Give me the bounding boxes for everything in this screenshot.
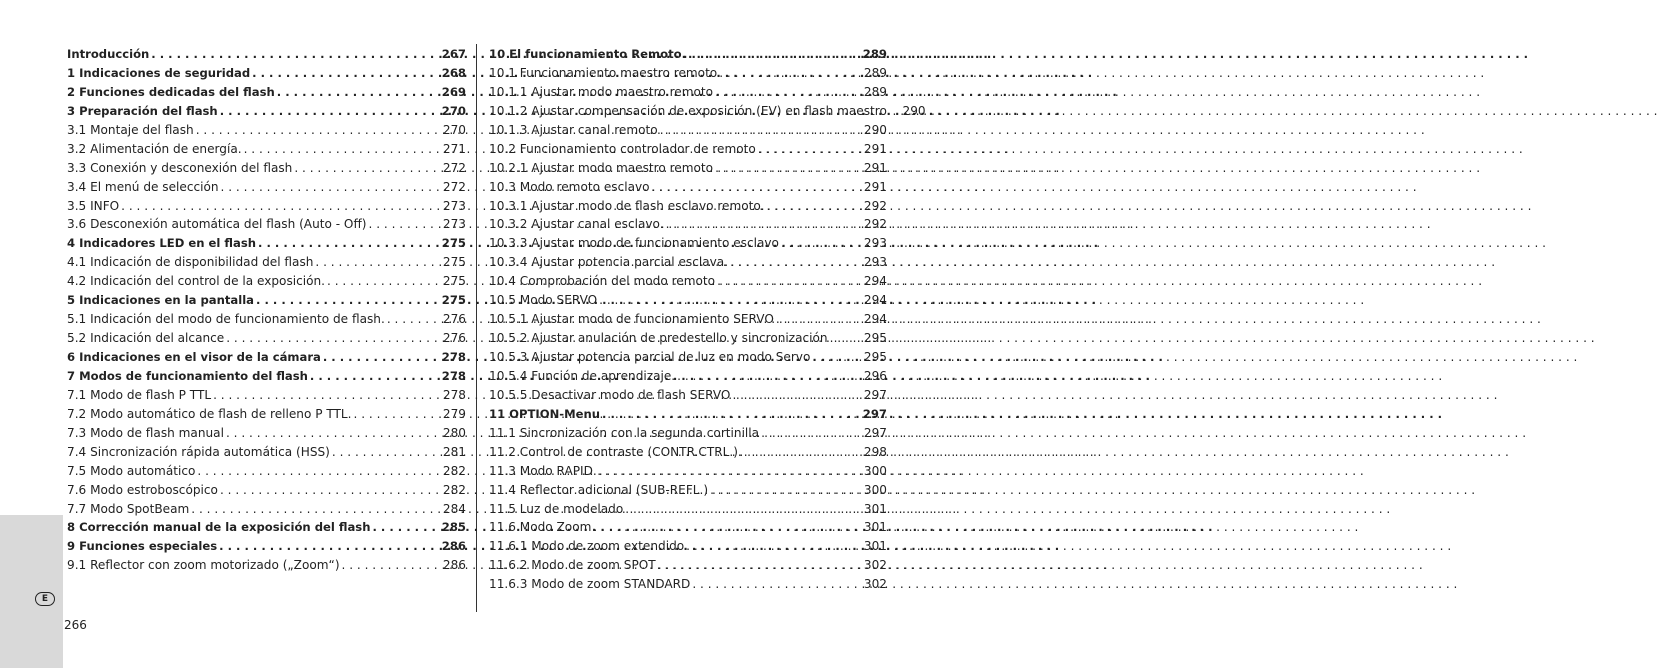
dot-leader <box>658 558 862 572</box>
toc-entry-page: 275 <box>441 236 466 251</box>
toc-entry[interactable] <box>67 312 466 331</box>
toc-entry-page: 285 <box>441 520 466 535</box>
toc-entry-page: 291 <box>863 160 887 175</box>
toc-entry-label: 3.2 Alimentación de energía. <box>67 141 242 156</box>
dot-leader <box>715 161 862 175</box>
dot-leader <box>686 539 862 553</box>
toc-entry-label: 5.1 Indicación del modo de funcionamiento de flash. <box>67 312 385 327</box>
toc-entry-label: 7.6 Modo estroboscópico <box>67 482 218 497</box>
toc-entry[interactable] <box>489 520 887 539</box>
toc-entry[interactable] <box>489 274 887 293</box>
toc-entry-page: 289 <box>862 47 887 61</box>
toc-entry-page: 273 <box>442 198 466 213</box>
dot-leader <box>602 407 861 421</box>
toc-entry[interactable] <box>67 85 466 104</box>
toc-entry-page: 276 <box>442 312 466 327</box>
toc-entry-page: 296 <box>863 368 887 383</box>
toc-entry-label: 4.2 Indicación del control de la exposición. <box>67 274 326 289</box>
dot-leader <box>369 217 441 231</box>
toc-entry-label: 3.3 Conexión y desconexión del flash <box>67 160 293 175</box>
toc-entry[interactable] <box>67 123 466 142</box>
toc-entry[interactable] <box>489 558 887 577</box>
toc-entry-page: 284 <box>442 501 466 516</box>
toc-entry[interactable] <box>67 464 466 483</box>
toc-entry-page: 294 <box>863 312 887 327</box>
toc-entry[interactable] <box>67 199 466 218</box>
toc-entry[interactable] <box>67 104 466 123</box>
dot-leader <box>710 483 862 497</box>
toc-entry[interactable] <box>489 445 887 464</box>
toc-entry-label: 11.6.2 Modo de zoom SPOT <box>489 558 656 573</box>
dot-leader <box>342 558 441 572</box>
toc-entry-label: 11.6.1 Modo de zoom extendido <box>489 539 685 554</box>
toc-entry-page: 272 <box>442 179 466 194</box>
toc-entry-label: 3.4 El menú de selección <box>67 179 219 194</box>
toc-entry[interactable] <box>489 47 887 66</box>
toc-entry-page: 278 <box>441 368 466 383</box>
dot-leader <box>277 85 440 99</box>
toc-entry-page: 275 <box>442 255 466 270</box>
dot-leader <box>354 407 441 421</box>
toc-entry-page: 275 <box>441 293 466 308</box>
toc-entry-page: 282 <box>442 482 466 497</box>
toc-entry-label: 10.5.1 Ajustar modo de funcionamiento SERVO <box>489 312 774 327</box>
dot-leader <box>688 47 861 61</box>
toc-entry[interactable] <box>67 483 466 502</box>
dot-leader <box>761 426 862 440</box>
dot-leader <box>677 369 862 383</box>
toc-entry[interactable] <box>67 217 466 236</box>
dot-leader <box>652 180 862 194</box>
dot-leader <box>151 47 440 61</box>
toc-entry-label: 11.4 Reflector adicional (SUB-REFL.) <box>489 482 709 497</box>
dot-leader <box>327 274 441 288</box>
dot-leader <box>730 255 862 269</box>
toc-entry-page: 271 <box>442 141 466 156</box>
toc-entry-label: 10.3.4 Ajustar potencia parcial esclava. <box>489 255 729 270</box>
toc-entry[interactable] <box>67 539 466 558</box>
toc-entry-label: 10.1.3 Ajustar canal remoto <box>489 122 658 137</box>
toc-entry-label: 7 Modos de funcionamiento del flash <box>67 368 308 383</box>
language-badge: E <box>35 592 55 606</box>
toc-entry[interactable] <box>489 331 887 350</box>
toc-entry-page: 276 <box>442 331 466 346</box>
toc-entry-label: 10.3 Modo remoto esclavo <box>489 179 650 194</box>
dot-leader <box>599 293 862 307</box>
dot-leader <box>244 142 441 156</box>
toc-entry-label: 6 Indicaciones en el visor de la cámara <box>67 350 321 364</box>
toc-entry-page: 289 <box>863 65 887 80</box>
toc-entry-label: 9 Funciones especiales <box>67 539 218 554</box>
toc-entry-page: 272 <box>442 160 466 175</box>
toc-entry-label: 11.2 Control de contraste (CONTR.CTRL.). <box>489 444 742 459</box>
toc-entry[interactable] <box>489 577 887 596</box>
toc-entry[interactable] <box>67 47 466 66</box>
dot-leader <box>315 255 441 269</box>
toc-entry[interactable] <box>67 369 466 388</box>
toc-entry[interactable] <box>67 558 466 577</box>
page-number: 266 <box>64 618 87 632</box>
dot-leader <box>213 388 441 402</box>
toc-entry[interactable] <box>67 293 466 312</box>
toc-entry-page: 279 <box>442 406 466 421</box>
dot-leader <box>191 502 441 516</box>
toc-entry-page: 290 <box>902 103 926 118</box>
dot-leader <box>715 85 862 99</box>
dot-leader <box>812 350 862 364</box>
toc-entry-label: 10.5.5 Desactivar modo de flash SERVO <box>489 387 731 402</box>
toc-entry[interactable] <box>489 407 887 426</box>
toc-entry-label: 11.1 Sincronización con la segunda cortinilla <box>489 425 760 440</box>
toc-entry-label: 11.5 Luz de modelado <box>489 501 624 516</box>
toc-entry-page: 270 <box>441 103 466 118</box>
toc-entry[interactable] <box>489 236 887 255</box>
toc-entry[interactable] <box>489 350 887 369</box>
dot-leader <box>766 199 861 213</box>
toc-entry-page: 268 <box>441 65 466 80</box>
toc-entry-page: 293 <box>863 255 887 270</box>
toc-entry-page: 270 <box>442 122 466 137</box>
toc-entry[interactable] <box>67 445 466 464</box>
toc-entry-page: 286 <box>441 539 466 554</box>
toc-entry-label: 3.5 INFO <box>67 198 120 213</box>
toc-entry-page: 294 <box>863 274 887 289</box>
dot-leader <box>719 66 862 80</box>
dot-leader <box>226 426 441 440</box>
dot-leader <box>258 236 440 250</box>
toc-entry-page: 295 <box>863 350 887 364</box>
toc-entry[interactable] <box>67 502 466 521</box>
dot-leader <box>830 331 862 345</box>
dot-leader <box>226 331 441 345</box>
dot-leader <box>221 180 441 194</box>
dot-leader <box>332 445 441 459</box>
toc-entry[interactable] <box>67 66 466 85</box>
dot-leader <box>219 539 440 553</box>
toc-entry-label: 10 El funcionamiento Remoto. <box>489 47 687 61</box>
toc-entry[interactable] <box>67 388 466 407</box>
toc-entry-label: 10.3.3 Ajustar modo de funcionamiento esclavo <box>489 236 779 251</box>
toc-entry-page: 292 <box>863 198 887 213</box>
toc-entry-label: 7.2 Modo automático de flash de relleno P TTL. <box>67 406 352 421</box>
toc-entry[interactable] <box>489 199 887 218</box>
toc-entry-label: 9.1 Reflector con zoom motorizado („Zoom“) <box>67 558 340 573</box>
toc-entry-page: 280 <box>442 425 466 440</box>
toc-entry-label: 7.3 Modo de flash manual <box>67 425 224 440</box>
toc-entry-label: 10.1.1 Ajustar modo maestro remoto <box>489 84 714 99</box>
toc-entry[interactable] <box>489 66 887 85</box>
toc-entry[interactable] <box>489 388 887 407</box>
dot-leader <box>776 312 862 326</box>
toc-entry-page: 292 <box>863 217 887 232</box>
toc-entry[interactable] <box>67 407 466 426</box>
toc-entry[interactable] <box>489 483 887 502</box>
toc-entry-label: Introducción <box>67 47 150 61</box>
toc-entry-label: 4.1 Indicación de disponibilidad del flash <box>67 255 314 270</box>
toc-entry-page: 300 <box>863 482 887 497</box>
toc-entry-label: 7.4 Sincronización rápida automática (HSS) <box>67 444 330 459</box>
toc-entry-label: 11.6 Modo Zoom <box>489 520 592 535</box>
toc-entry-page: 295 <box>863 331 887 346</box>
toc-entry-label: 10.5 Modo SERVO <box>489 293 598 308</box>
toc-entry-label: 10.5.3 Ajustar potencia parcial de luz en modo Servo <box>489 350 811 364</box>
dot-leader <box>666 217 862 231</box>
dot-leader <box>323 350 440 364</box>
toc-entry-label: 3.1 Montaje del flash <box>67 122 194 137</box>
toc-entry-label: 11.3 Modo RAPID. <box>489 463 597 478</box>
toc-entry-page: 297 <box>863 425 887 440</box>
toc-entry-page: 302 <box>863 577 887 592</box>
toc-entry[interactable] <box>67 236 466 255</box>
toc-entry[interactable] <box>489 312 887 331</box>
dot-leader <box>893 104 901 118</box>
toc-entry[interactable] <box>67 520 466 539</box>
toc-entry-label: 10.5.4 Función de aprendizaje. <box>489 368 676 383</box>
toc-entry-label: 5 Indicaciones en la pantalla <box>67 293 255 308</box>
toc-entry[interactable] <box>489 369 887 388</box>
toc-entry-label: 10.2.1 Ajustar modo maestro remoto <box>489 160 714 175</box>
toc-entry-page: 302 <box>863 558 887 573</box>
toc-entry-page: 301 <box>863 501 887 516</box>
toc-entry-page: 286 <box>442 558 466 573</box>
toc-entry[interactable] <box>489 539 887 558</box>
toc-entry-page: 289 <box>863 84 887 99</box>
toc-entry[interactable] <box>489 217 887 236</box>
dot-leader <box>256 293 440 307</box>
toc-entry-label: 10.1 Funcionamiento maestro remoto <box>489 65 718 80</box>
toc-entry-label: 7.7 Modo SpotBeam <box>67 501 190 516</box>
dot-leader <box>220 483 441 497</box>
dot-leader <box>744 445 862 459</box>
toc-entry-page: 269 <box>441 84 466 99</box>
toc-entry[interactable] <box>67 255 466 274</box>
toc-entry[interactable] <box>489 180 887 199</box>
toc-entry-label: 1 Indicaciones de seguridad <box>67 65 251 80</box>
toc-entry-label: 4 Indicadores LED en el flash <box>67 236 256 251</box>
toc-entry-label: 7.5 Modo automático <box>67 463 196 478</box>
dot-leader <box>294 161 441 175</box>
side-tab-band <box>0 515 63 668</box>
toc-entry-label: 3.6 Desconexión automática del flash (Auto - Off) <box>67 217 367 232</box>
toc-entry-label: 10.2 Funcionamiento controlador de remoto <box>489 141 756 156</box>
toc-entry-page: 278 <box>441 350 466 364</box>
toc-entry-page: 297 <box>862 406 887 421</box>
toc-entry-page: 278 <box>442 387 466 402</box>
toc-entry-page: 291 <box>863 141 887 156</box>
dot-leader <box>387 312 441 326</box>
toc-entry[interactable] <box>67 161 466 180</box>
toc-entry-label: 11.6.3 Modo de zoom STANDARD <box>489 577 691 592</box>
toc-entry[interactable] <box>489 142 887 161</box>
dot-leader <box>252 66 440 80</box>
toc-entry-label: 3 Preparación del flash <box>67 103 218 118</box>
toc-entry-page: 291 <box>863 179 887 194</box>
toc-entry-page: 297 <box>863 387 887 402</box>
toc-entry-page: 267 <box>441 47 466 61</box>
toc-entry[interactable] <box>489 85 887 104</box>
dot-leader <box>121 199 441 213</box>
toc-entry-label: 11 OPTION-Menu <box>489 406 601 421</box>
dot-leader <box>196 123 441 137</box>
dot-leader <box>660 123 862 137</box>
toc-entry[interactable] <box>489 123 887 142</box>
toc-entry-page: 290 <box>863 122 887 137</box>
toc-entry-page: 281 <box>442 444 466 459</box>
toc-entry[interactable] <box>67 142 466 161</box>
dot-leader <box>220 104 440 118</box>
toc-entry-label: 2 Funciones dedicadas del flash <box>67 84 275 99</box>
toc-entry[interactable] <box>489 103 926 123</box>
dot-leader <box>310 369 440 383</box>
toc-entry-page: 301 <box>863 539 887 554</box>
toc-entry[interactable] <box>67 426 466 445</box>
toc-entry[interactable] <box>67 350 466 369</box>
toc-entry-label: 10.5.2 Ajustar anulación de predestello y sincronización <box>489 331 828 346</box>
toc-entry-page: 300 <box>863 463 887 478</box>
toc-left-column <box>67 47 466 577</box>
toc-entry-page: 294 <box>863 293 887 308</box>
toc-entry[interactable] <box>67 274 466 293</box>
toc-entry-label: 7.1 Modo de flash P TTL <box>67 387 212 402</box>
toc-entry-label: 10.3.2 Ajustar canal esclavo. <box>489 217 664 232</box>
toc-entry-page: 282 <box>442 463 466 478</box>
dot-leader <box>197 464 441 478</box>
toc-entry[interactable] <box>489 161 887 180</box>
toc-entry-page: 293 <box>863 236 887 251</box>
toc-entry[interactable] <box>489 293 887 312</box>
dot-leader <box>599 464 862 478</box>
toc-right-column <box>489 47 926 596</box>
toc-entry[interactable] <box>67 331 466 350</box>
toc-entry-label: 10.3.1 Ajustar modo de flash esclavo remoto. <box>489 198 765 213</box>
dot-leader <box>732 388 861 402</box>
toc-entry[interactable] <box>67 180 466 199</box>
toc-entry-page: 273 <box>442 217 466 232</box>
dot-leader <box>758 142 862 156</box>
toc-entry-label: 10.4 Comprobación del modo remoto <box>489 274 716 289</box>
toc-entry[interactable] <box>489 426 887 445</box>
dot-leader <box>372 520 439 534</box>
dot-leader <box>717 274 862 288</box>
dot-leader <box>625 502 862 516</box>
toc-entry[interactable] <box>489 464 887 483</box>
toc-entry[interactable] <box>489 502 887 521</box>
toc-entry-page: 298 <box>863 444 887 459</box>
dot-leader <box>781 236 862 250</box>
toc-entry-label: 8 Corrección manual de la exposición del flash <box>67 520 371 535</box>
toc-entry-page: 275 <box>442 274 466 289</box>
dot-leader <box>593 520 862 534</box>
dot-leader <box>692 577 862 591</box>
toc-entry-label: 10.1.2 Ajustar compensación de exposición (EV) en flash maestro. <box>489 103 891 118</box>
toc-entry-label: 5.2 Indicación del alcance <box>67 331 225 346</box>
toc-entry[interactable] <box>489 255 887 274</box>
toc-entry-page: 301 <box>863 520 887 535</box>
